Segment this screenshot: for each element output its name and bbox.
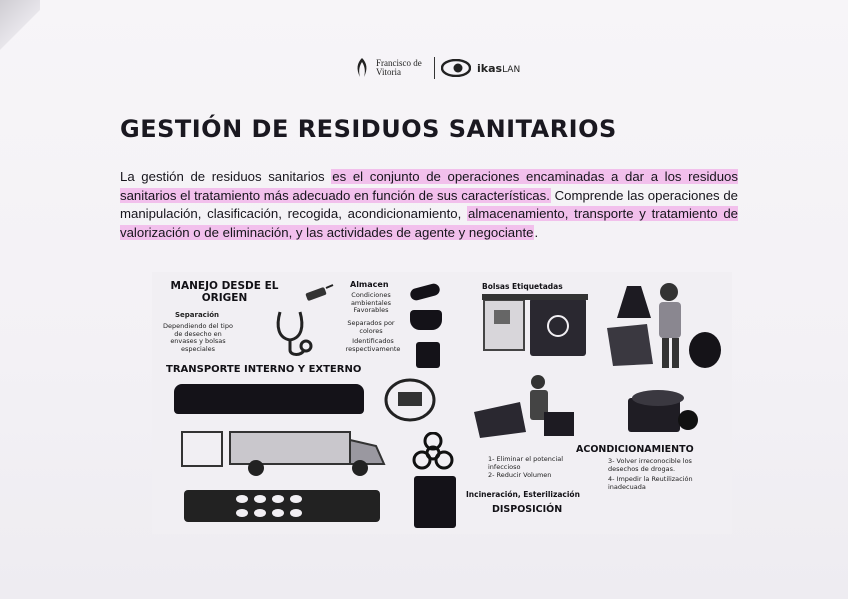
worker-with-waste-bags-icon bbox=[607, 278, 727, 370]
header-logos bbox=[354, 54, 520, 82]
incineracion-label: Incineración, Esterilización bbox=[466, 490, 580, 499]
waste-bin-icon bbox=[416, 342, 440, 368]
francisco-vitoria-wordmark: Francisco de Vitoria bbox=[376, 58, 422, 77]
manejo-title: MANEJO DESDE EL ORIGEN bbox=[170, 280, 279, 304]
transporte-title: TRANSPORTE INTERNO Y EXTERNO bbox=[166, 364, 362, 375]
waste-bag-icon bbox=[409, 282, 441, 301]
acond-item-3: 3- Volver irreconocible los desechos de drogas. bbox=[608, 457, 692, 473]
syringe-icon bbox=[302, 284, 334, 304]
separacion-desc: Dependiendo del tipo de desecho en envases y bolsas especiales bbox=[163, 322, 233, 353]
waste-management-infographic bbox=[152, 272, 732, 534]
acond-item-1: 1- Eliminar el potencial infeccioso bbox=[488, 455, 564, 471]
hazard-sign-icon bbox=[384, 378, 436, 422]
waste-container-icon bbox=[410, 310, 442, 330]
almacen-identified: Identificados respectivamente bbox=[345, 337, 401, 353]
disposicion-title: DISPOSICIÓN bbox=[492, 504, 563, 515]
logo-separator bbox=[434, 57, 435, 79]
highlighted-operations: almacenamiento, transporte y tratamiento de valorización o de eliminación, y las actividades de agente y negociante bbox=[120, 206, 738, 240]
folded-corner bbox=[0, 0, 40, 50]
definition-paragraph: La gestión de residuos sanitarios es el conjunto de operaciones encaminadas a dar a los residuos sanitarios el tratamiento más adecuado en función de sus características. Comprende las operaciones de manipulación, clasificación, recogida, acondicionamiento, almacenamiento, transporte y tratamiento de valorización o de eliminación, y las actividades de agente y negociante. bbox=[120, 169, 738, 240]
incinerator-icon bbox=[414, 476, 456, 528]
acond-item-4: 4- Impedir la Reutilización inadecuada bbox=[608, 475, 693, 491]
stethoscope-icon bbox=[272, 308, 316, 360]
worker-compacting-icon bbox=[470, 372, 580, 440]
bolsas-title: Bolsas Etiquetadas bbox=[482, 282, 563, 291]
ikaslan-eye-logo-icon bbox=[441, 59, 471, 77]
biohazard-icon bbox=[408, 432, 458, 474]
page-title: GESTIÓN DE RESIDUOS SANITARIOS bbox=[120, 115, 617, 143]
ikaslan-wordmark: ikasLAN bbox=[477, 61, 521, 75]
almacen-conditions: Condiciones ambientales Favorables bbox=[350, 291, 392, 314]
acond-item-2: 2- Reducir Volumen bbox=[488, 471, 552, 479]
almacen-separated: Separados por colores bbox=[347, 319, 395, 335]
highlighted-definition: es el conjunto de operaciones encaminadas a dar a los residuos sanitarios el tratamiento más adecuado en función de sus características. bbox=[120, 169, 738, 203]
waste-carts-icon bbox=[174, 384, 364, 414]
separacion-title: Separación bbox=[174, 311, 220, 319]
acondicionamiento-title: ACONDICIONAMIENTO bbox=[576, 444, 694, 455]
truck-top-view-icon bbox=[182, 486, 382, 526]
waste-bin-full-icon bbox=[622, 384, 702, 434]
francisco-vitoria-logo-icon bbox=[354, 57, 370, 79]
almacen-title: Almacen bbox=[350, 280, 389, 289]
transport-truck-icon bbox=[180, 424, 390, 478]
labeled-bins-icon bbox=[482, 294, 592, 360]
